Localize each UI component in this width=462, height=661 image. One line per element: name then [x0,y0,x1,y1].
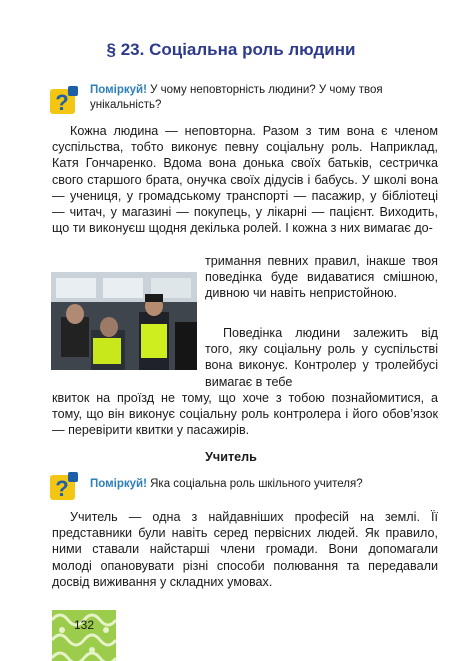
think-prompt-2 [90,477,440,492]
paragraph-teacher [52,509,438,590]
paragraph-wrap-2-text: Поведінка людини залежить від того, яку соціальну роль у суспільстві вона виконує. Контролер у тролейбусі вимагає в тебе [205,326,438,389]
question-icon [50,472,78,500]
paragraph-teacher-text: Учитель — одна з найдавніших професій на землі. Її представники були навіть серед первісних людей. Як правило, ними ставали найстарші члени громади. Вони допомагали молоді опановувати різні способи полювання та передавали досвід виживання у складних умовах. [52,510,438,589]
think-prompt-1 [90,83,440,113]
paragraph-wrap-1-text: тримання певних правил, інакше твоя поведінка буде видаватися смішною, дивною чи навіть непристойною. [205,254,438,301]
bus-photo [51,272,197,370]
paragraph-conductor-text: квиток на проїзд не тому, що хоче з тобою познайомитися, а тому, що він виконує соціальну роль контролера і його обов’язок — перевірити квитки у пасажирів. [52,391,438,438]
think-prompt-lead: Поміркуй! [90,478,147,490]
section-subheading: Учитель [205,450,257,464]
question-icon [50,86,78,114]
page-title: § 23. Соціальна роль людини [106,40,356,59]
think-prompt-text: У чому неповторність людини? У чому твоя унікальність? [90,84,383,111]
think-prompt-text: Яка соціальна роль шкільного учителя? [146,478,363,490]
svg-text:?: ? [55,476,69,500]
page-number: 132 [73,618,95,632]
paragraph-conductor [52,390,438,439]
paragraph-intro [52,123,438,236]
paragraph-intro-text: Кожна людина — неповторна. Разом з тим вона є членом суспільства, тобто виконує певну соціальну роль. Наприклад, Катя Гончаренко. Вдома вона донька своїх батьків, сестричка свого старшого брата, онучка своїх дідусів і бабусь. У школі вона — учениця, у громадському транспорті — пасажир, у бібліотеці — читач, у магазині — покупець, у лікарні — пацієнт. Виходить, що ти виконуєш щодня декілька ролей. І кожна з них вимагає до- [52,124,438,236]
think-prompt-lead: Поміркуй! [90,84,147,96]
paragraph-wrap-1 [205,253,438,302]
svg-text:?: ? [55,90,69,114]
paragraph-wrap-2 [205,325,438,390]
